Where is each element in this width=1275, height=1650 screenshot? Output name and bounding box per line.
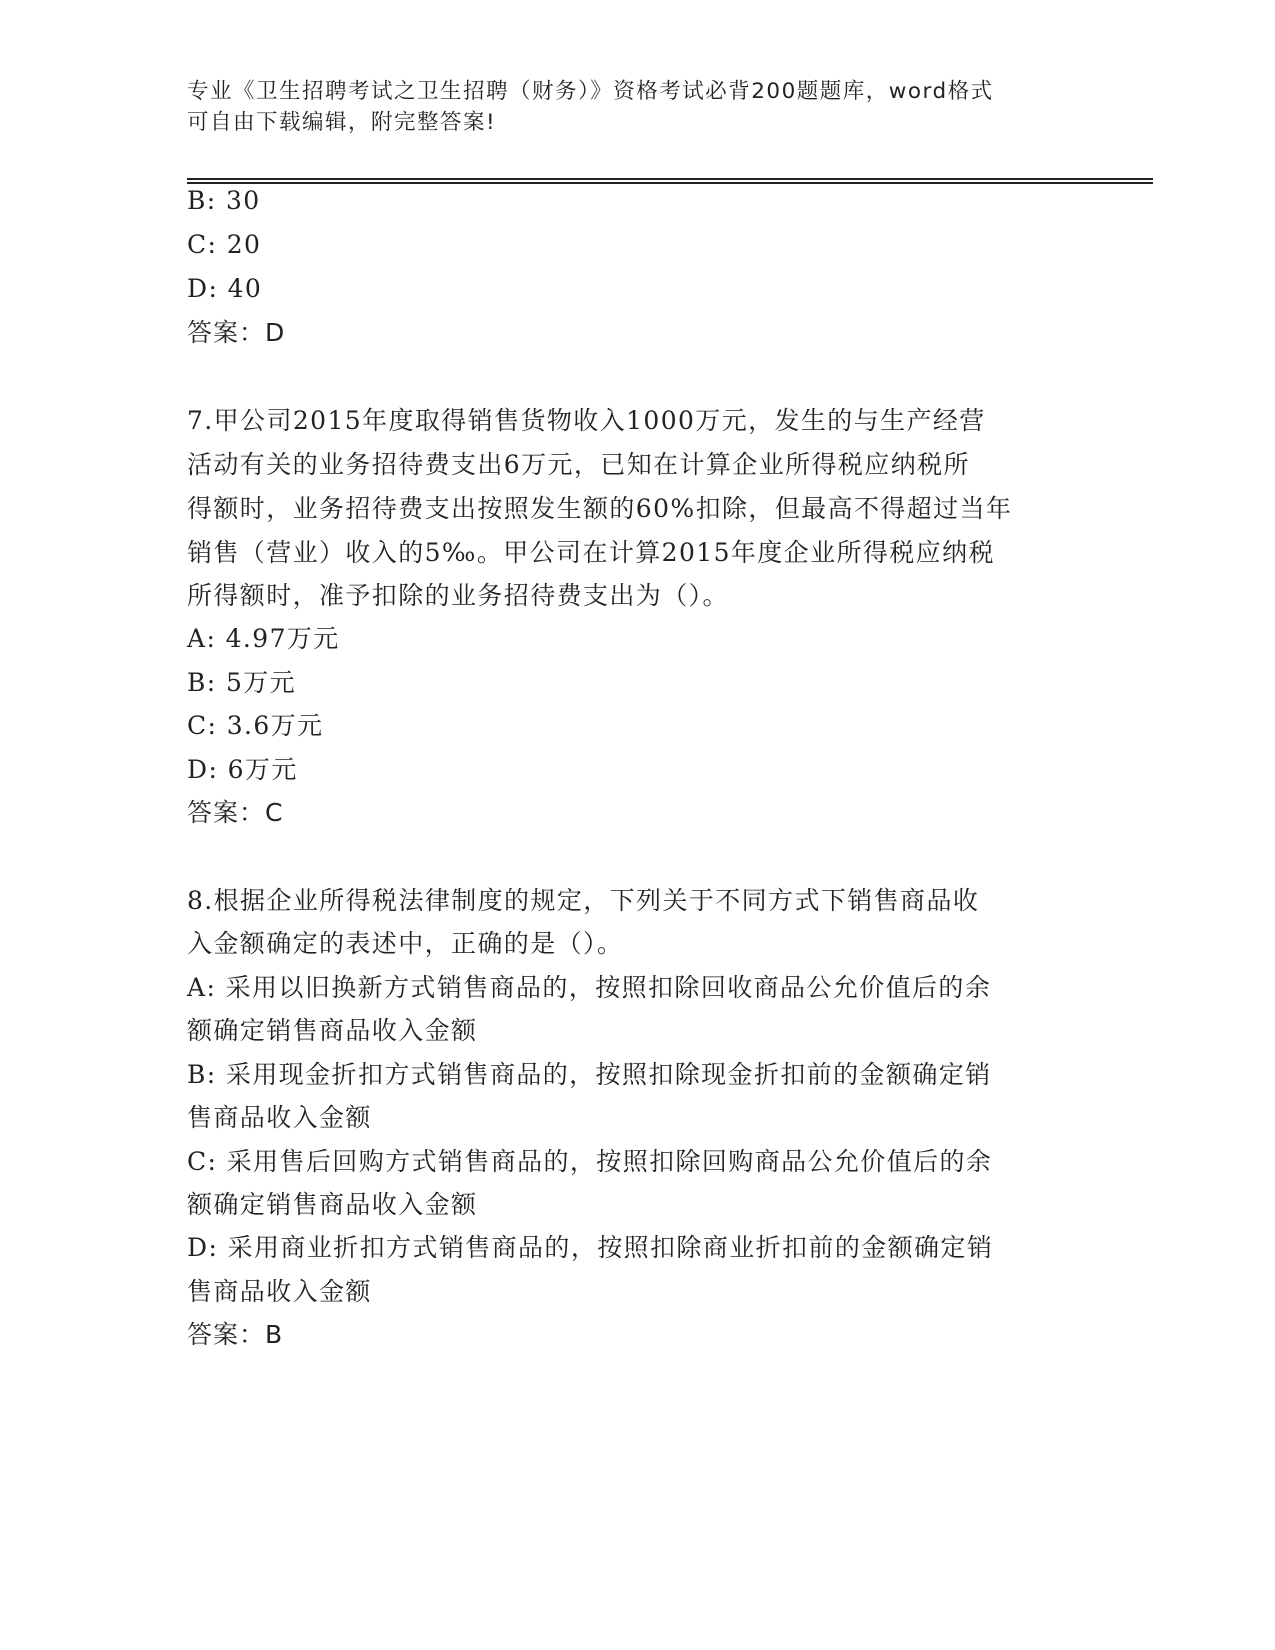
q8-option-c-cont: 额确定销售商品收入金额 [187, 1190, 478, 1219]
q8-option-a-cont: 额确定销售商品收入金额 [187, 1016, 478, 1045]
q8-option-d: D: 采用商业折扣方式销售商品的，按照扣除商业折扣前的金额确定销 [187, 1233, 994, 1262]
q7-stem-line: 活动有关的业务招待费支出6万元，已知在计算企业所得税应纳税所 [187, 450, 970, 479]
q7-stem-line: 7.甲公司2015年度取得销售货物收入1000万元，发生的与生产经营 [187, 406, 986, 435]
q8-answer: 答案：B [187, 1320, 284, 1349]
q7-stem-line: 所得额时，准予扣除的业务招待费支出为（）。 [187, 581, 729, 610]
q8-option-c: C: 采用售后回购方式销售商品的，按照扣除回购商品公允价值后的余 [187, 1147, 993, 1176]
q8-option-d-cont: 售商品收入金额 [187, 1277, 372, 1306]
q7-option-a: A: 4.97万元 [187, 624, 340, 653]
header-divider-bottom [187, 182, 1153, 184]
header-divider-top [187, 178, 1153, 180]
q8-stem-line: 入金额确定的表述中，正确的是（）。 [187, 929, 624, 958]
header-line-2: 可自由下载编辑，附完整答案! [187, 110, 497, 135]
q8-option-a: A: 采用以旧换新方式销售商品的，按照扣除回收商品公允价值后的余 [187, 973, 992, 1002]
q6-option-b: B: 30 [187, 186, 261, 215]
q6-answer: 答案：D [187, 318, 286, 347]
header-line-1: 专业《卫生招聘考试之卫生招聘（财务）》资格考试必背200题题库，word格式 [187, 79, 994, 104]
q8-option-b: B: 采用现金折扣方式销售商品的，按照扣除现金折扣前的金额确定销 [187, 1060, 992, 1089]
q7-option-c: C: 3.6万元 [187, 711, 324, 740]
q7-option-b: B: 5万元 [187, 668, 297, 697]
q7-answer: 答案：C [187, 798, 284, 827]
q8-option-b-cont: 售商品收入金额 [187, 1103, 372, 1132]
document-header [187, 76, 1077, 138]
q7-stem-line: 销售（营业）收入的5‰。甲公司在计算2015年度企业所得税应纳税 [187, 538, 995, 567]
q8-stem-line: 8.根据企业所得税法律制度的规定，下列关于不同方式下销售商品收 [187, 886, 980, 915]
q7-stem-line: 得额时，业务招待费支出按照发生额的60%扣除，但最高不得超过当年 [187, 494, 1013, 523]
q6-option-c: C: 20 [187, 230, 262, 259]
q7-option-d: D: 6万元 [187, 755, 298, 784]
q6-option-d: D: 40 [187, 274, 263, 303]
